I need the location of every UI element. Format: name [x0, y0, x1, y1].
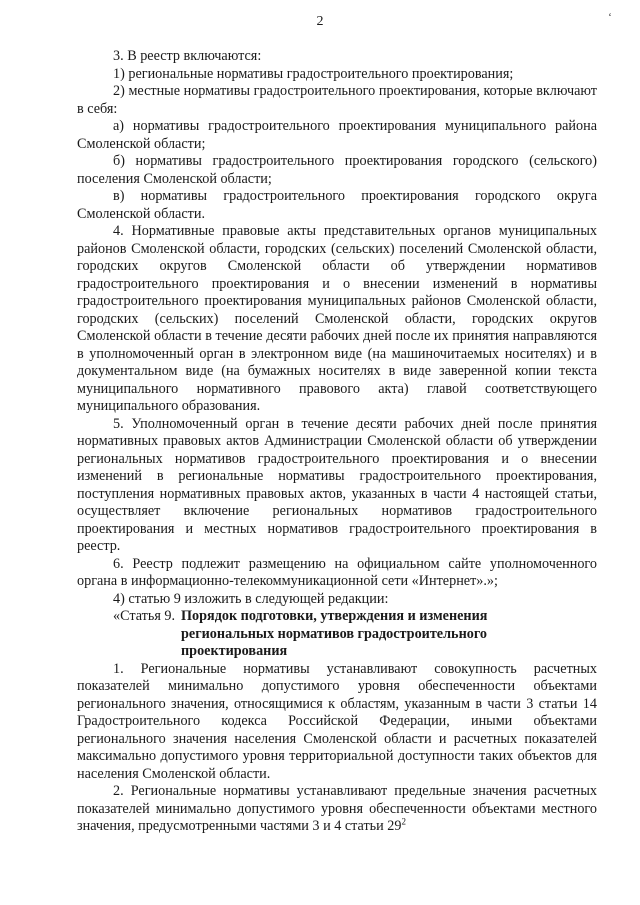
article-heading [77, 608, 597, 661]
article-title-line: проектирования [181, 643, 288, 659]
paragraph: 3. В реестр включаются: [113, 48, 262, 64]
page-number: 2 [316, 14, 324, 29]
paragraph [77, 783, 597, 836]
paragraph: 1) региональные нормативы градостроительного проектирования; [113, 65, 514, 82]
paragraph: 4) статью 9 изложить в следующей редакции: [113, 590, 389, 607]
paragraph: а) нормативы градостроительного проектирования муниципального района Смоленской области; [77, 118, 597, 152]
paragraph: 2) местные нормативы градостроительного проектирования, которые включают в себя: [77, 83, 597, 117]
paragraph: б) нормативы градостроительного проектирования городского (сельского) поселения Смоленской области; [77, 153, 597, 187]
article-title-line: региональных нормативов градостроительного [181, 625, 488, 642]
document-body [77, 48, 597, 836]
corner-mark: ʻ [608, 10, 612, 24]
article-title-line: Порядок подготовки, утверждения и изменения [181, 608, 488, 624]
paragraph: 6. Реестр подлежит размещению на официальном сайте уполномоченного органа в информационно-телекоммуникационной сети «Интернет».»; [77, 555, 597, 589]
superscript: 2 [401, 816, 406, 827]
article-label: «Статья 9. [113, 608, 176, 624]
paragraph: в) нормативы градостроительного проектирования городского округа Смоленской области. [77, 188, 597, 222]
paragraph: 1. Региональные нормативы устанавливают совокупность расчетных показателей минимально допустимого уровня обеспеченности объектами регионального значения, относящимися к областям, указанным в части 3 статьи 14 Градостроительного кодекса Российской Федерации, иными объектами регионального значения населения Смоленской области и расчетных показателей максимально допустимого уровня территориальной доступности таких объектов для населения Смоленской области. [77, 660, 597, 782]
paragraph: 4. Нормативные правовые акты представительных органов муниципальных районов Смоленской области, городских (сельских) поселений Смоленской области, городских округов Смоленской области об утверждении нормативов градостроительного проектирования и о внесении изменений в нормативы градостроительного проектирования муниципальных районов Смоленской области, городских (сельских) поселений Смоленской области, городских округов Смоленской области в течение десяти рабочих дней после их принятия направляются в уполномоченный орган в электронном виде (на машиночитаемых носителях) и в документальном виде (на бумажных носителях в виде заверенной копии текста муниципального нормативного правового акта) главой соответствующего муниципального образования. [77, 223, 597, 414]
paragraph: 5. Уполномоченный орган в течение десяти рабочих дней после принятия нормативных правовых актов Администрации Смоленской области об утверждении региональных нормативов градостроительного проектирования и о внесении изменений в региональные нормативы градостроительного проектирования, поступления нормативных правовых актов, указанных в части 4 настоящей статьи, осуществляет включение региональных нормативов градостроительного проектирования и местных нормативов градостроительного проектирования в реестр. [77, 415, 597, 554]
paragraph-text: 2. Региональные нормативы устанавливают предельные значения расчетных показателей минимально допустимого уровня обеспеченности объектами местного значения, предусмотренными частями 3 и 4 статьи 29 [77, 783, 597, 834]
